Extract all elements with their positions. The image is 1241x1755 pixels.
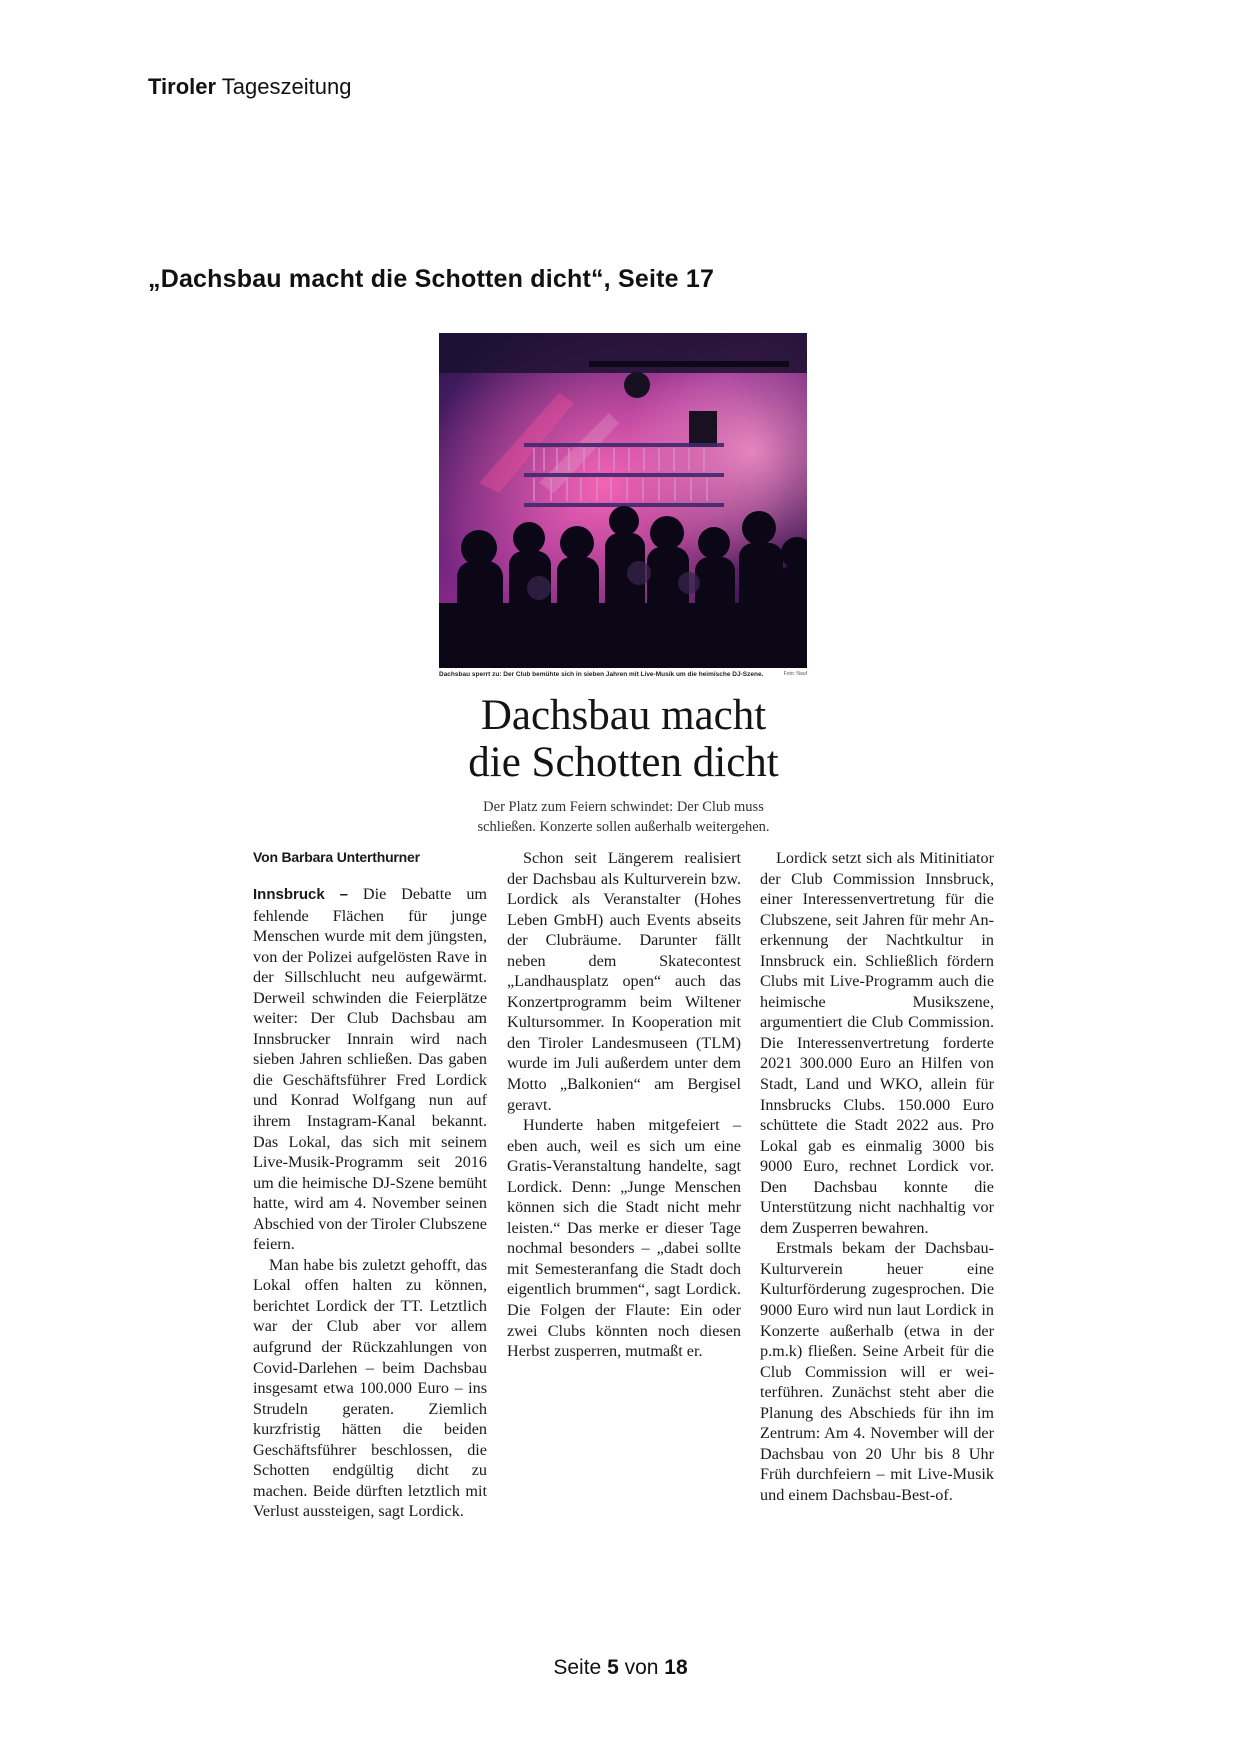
page-footer <box>0 1656 1241 1680</box>
article-title-line-2: die Schotten dicht <box>468 739 779 786</box>
footer-total-pages: 18 <box>664 1656 688 1679</box>
photo-caption-text: Dachsbau sperrt zu: Der Club bemühte sich in sieben Jahren mit Live-Musik um die heimische DJ-Szene. <box>439 671 764 678</box>
byline: Von Barbara Unterthurner <box>253 849 420 865</box>
article-title-line-1: Dachsbau macht <box>480 692 767 739</box>
article-paragraph-1-text: Die Debatte um fehlende Flächen für junge Menschen wurde mit dem jüngsten, von der Polizei aufgelösten Rave in der Sillschlucht neu aufgewärmt. Derweil schwinden die Feierplätze weiter: Der Club Dachsbau am Innsbrucker Innrain wird nach sieben Jahren schließen. Das gaben die Geschäftsführer Fred Lordick und Konrad Wolfgang nun auf ihrem Instagram-Kanal bekannt. Das Lokal, das sich mit seinem Live-Musik-Programm seit 2016 um die heimische DJ-Szene bemüht hatte, wird am 4. November seinen Abschied von der Tiroler Clubszene feiern. <box>253 885 488 1254</box>
article-paragraph-1 <box>253 884 487 1255</box>
article-lead <box>440 797 807 837</box>
article-column-2 <box>507 848 741 1362</box>
masthead <box>148 74 351 100</box>
article-column-1 <box>253 848 487 1522</box>
masthead-brand-regular: Tageszeitung <box>221 74 352 99</box>
article-title <box>420 692 827 786</box>
photo-caption <box>439 671 807 678</box>
footer-page-number: 5 <box>607 1656 619 1679</box>
article-paragraph-4: Hunderte haben mitgefeiert – eben auch, weil es sich um eine Gratis-Veranstaltung handelte, sagt Lordick. Denn: „Junge Menschen können sich die Stadt nicht mehr leisten.“ Das merke er dieser Tage nochmal besonders – „dabei sollte mit Semesteranfang die Stadt doch eigentlich brummen“, sagt Lordick. Die Folgen der Flaute: Ein oder zwei Clubs könnten noch diesen Herbst zusperren, mutmaßt er. <box>507 1116 741 1361</box>
club-photo <box>439 333 807 668</box>
article-column-3 <box>760 848 994 1506</box>
footer-prefix: Seite <box>553 1656 602 1679</box>
article-paragraph-5: Lordick setzt sich als Mitinitiator der Club Commission Innsbruck, einer Interessenvertretung für die Clubszene, seit Jahren für mehr Anerkennung der Nachtkultur in Innsbruck ein. Schließlich fördern Clubs mit Live-Programm auch die heimische Musikszene, argumentiert die Club Commission. Die Interessenvertretung forderte 2021 300.000 Euro an Hilfen von Stadt, Land und WKO, allein für Innsbrucks Clubs. 150.000 Euro schüttete die Stadt 2022 aus. Pro Lokal gab es einmalig 3000 bis 9000 Euro, rechnet Lordick vor. Den Dachsbau konnte die Unterstützung nicht nachhaltig vor dem Zusperren bewahren. <box>760 849 994 1237</box>
article-paragraph-3: Schon seit Längerem realisiert der Dachsbau als Kulturverein bzw. Lordick als Veranstalter (Hohes Leben GmbH) auch Events abseits der Clubräume. Darunter fällt neben dem Skatecontest „Landhausplatz open“ auch das Konzertprogramm beim Wiltener Kultursommer. In Kooperation mit den Tiroler Landesmuseen (TLM) wurde im Juli außerdem unter dem Motto „Balkonien“ am Bergisel geravt. <box>507 849 741 1114</box>
reference-headline: „Dachsbau macht die Schotten dicht“, Seite 17 <box>148 265 715 293</box>
article-lead-line-2: schließen. Konzerte sollen außerhalb weitergehen. <box>477 819 770 835</box>
article-paragraph-6: Erstmals bekam der Dachsbau-Kulturverein heuer eine Kulturförderung zugesprochen. Die 9000 Euro wird nun laut Lordick in Konzerte außerhalb (etwa in der p.m.k) fließen. Seine Arbeit für die Club Commission will er weiterführen. Zunächst steht aber die Planung des Abschieds für ihn im Zentrum: Am 4. November will der Dachsbau von 20 Uhr bis 8 Uhr Früh durchfeiern – mit Live-Musik und einem Dachsbau-Best-of. <box>760 1239 994 1504</box>
article-paragraph-2: Man habe bis zuletzt gehofft, das Lokal offen halten zu können, berichtet Lordick der TT. Letztlich war der Club aber vor allem aufgrund der Rückzahlungen von Covid-Darlehen – beim Dachsbau insgesamt etwa 100.000 Euro – ins Strudeln geraten. Ziemlich kurzfristig hätten die beiden Geschäftsführer beschlossen, die Schotten endgültig dicht zu machen. Beide dürften letztlich mit Verlust aussteigen, sagt Lordick. <box>253 1255 487 1521</box>
article-lead-line-1: Der Platz zum Feiern schwindet: Der Club muss <box>483 799 764 815</box>
masthead-brand-bold: Tiroler <box>148 74 217 99</box>
footer-of: von <box>624 1656 659 1679</box>
dateline: Innsbruck – <box>253 886 349 903</box>
photo-credit: Foto: Nauf <box>783 671 807 677</box>
